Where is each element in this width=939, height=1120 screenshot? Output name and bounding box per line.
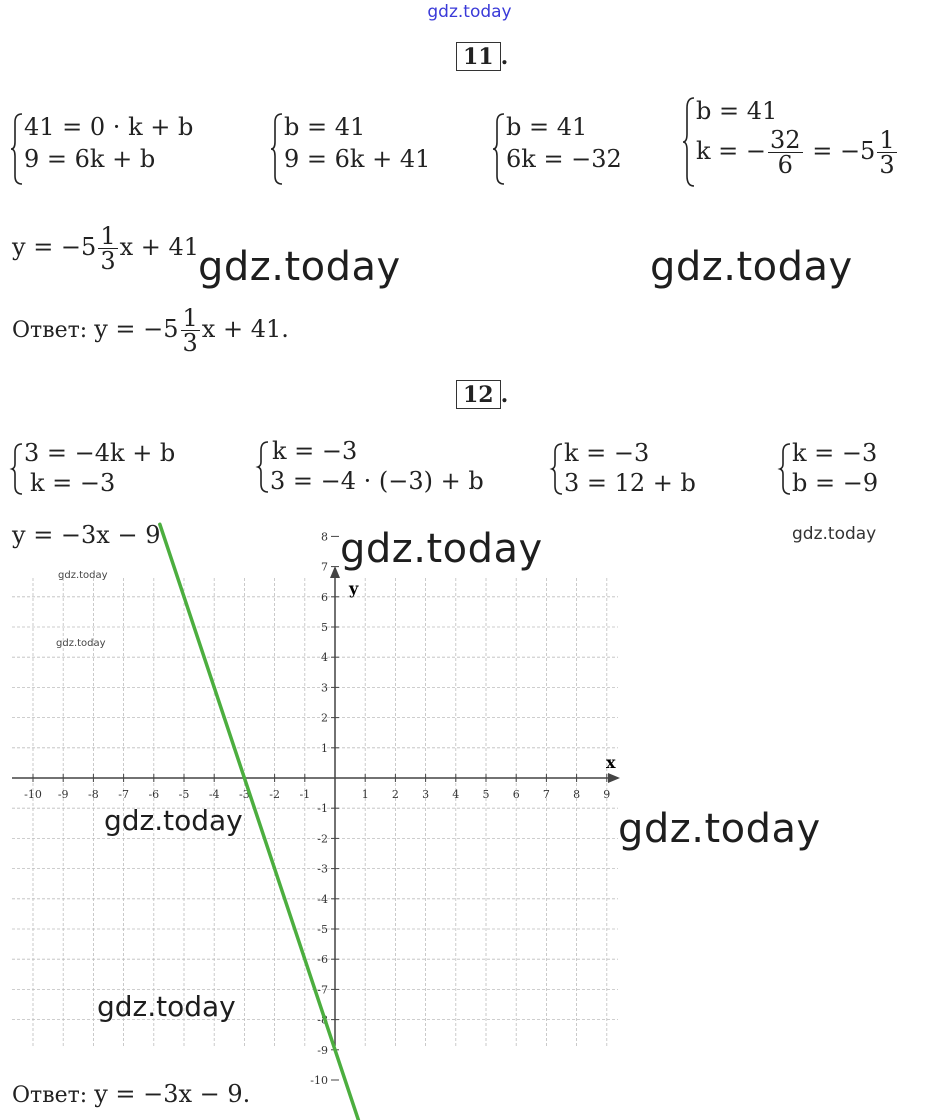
system-line: 41 = 0 · k + b xyxy=(24,113,194,141)
x-tick-label: 9 xyxy=(603,788,611,801)
x-tick-label: 8 xyxy=(573,788,581,801)
watermark: gdz.today xyxy=(618,806,821,852)
watermark: gdz.today xyxy=(792,524,877,544)
task-11-system-2 xyxy=(270,112,470,182)
y-tick-label: -9 xyxy=(317,1043,328,1057)
task-12-system-2 xyxy=(256,436,496,500)
system-line: b = 41 xyxy=(696,97,778,125)
x-tick-label: -8 xyxy=(88,788,99,801)
x-tick-label: -1 xyxy=(299,788,311,801)
system-line: 9 = 6k + 41 xyxy=(284,145,431,173)
task-12-heading: 12 . xyxy=(456,382,508,408)
watermark: gdz.today xyxy=(104,804,243,837)
brace-icon xyxy=(492,112,506,186)
x-tick-label: -9 xyxy=(57,788,69,801)
system-line: k = −3 xyxy=(564,439,650,467)
x-tick-label: -10 xyxy=(24,788,42,801)
system-line: b = 41 xyxy=(506,113,588,141)
y-tick-label: 5 xyxy=(321,621,328,634)
y-tick-label: 1 xyxy=(321,741,328,755)
y-tick-label: -2 xyxy=(317,832,328,846)
x-tick-label: -3 xyxy=(239,788,250,801)
x-tick-label: -7 xyxy=(118,788,129,801)
fraction: $\frac{1}{3}$ xyxy=(182,304,198,357)
task-12-system-1 xyxy=(10,438,210,502)
task-12-system-3 xyxy=(550,438,730,502)
y-tick-label: 8 xyxy=(321,530,328,544)
brace-icon xyxy=(550,438,564,498)
task-11-equation: y = −5 $\frac{1}{3}$ x + 41 xyxy=(12,222,200,275)
watermark: gdz.today xyxy=(650,244,853,290)
task-11-system-1 xyxy=(10,112,210,182)
y-tick-label: -5 xyxy=(317,923,328,936)
y-axis-label: y xyxy=(349,579,359,598)
y-tick-label: -7 xyxy=(317,983,328,997)
watermark: gdz.today xyxy=(340,526,543,572)
system-line: 3 = −4 · (−3) + b xyxy=(270,467,484,495)
system-line: k = − $\frac{32}{6}$ = −5 $\frac{1}{3}$ xyxy=(696,126,895,179)
x-tick-label: 6 xyxy=(512,788,520,801)
y-tick-label: -4 xyxy=(317,892,328,906)
x-tick-label: -5 xyxy=(178,788,190,801)
system-line: k = −3 xyxy=(272,437,358,465)
y-tick-label: -8 xyxy=(317,1013,328,1027)
watermark: gdz.today xyxy=(198,244,401,290)
x-tick-label: 7 xyxy=(542,788,550,801)
brace-icon xyxy=(10,112,24,186)
task-11-number: 11 xyxy=(456,42,501,71)
y-axis-arrow-icon xyxy=(330,566,340,578)
x-tick-label: 4 xyxy=(452,788,460,801)
y-tick-label: 7 xyxy=(321,560,328,574)
y-tick-label: -10 xyxy=(310,1074,328,1087)
brace-icon xyxy=(10,438,24,498)
system-line: 6k = −32 xyxy=(506,145,622,173)
task-12-answer: Ответ: y = −3x − 9. xyxy=(12,1080,251,1108)
y-tick-label: 3 xyxy=(321,681,328,695)
x-tick-label: -6 xyxy=(148,788,160,801)
y-tick-label: 4 xyxy=(321,651,328,665)
system-line: 3 = −4k + b xyxy=(24,439,176,467)
y-tick-label: 6 xyxy=(321,590,328,604)
x-tick-label: 1 xyxy=(361,788,369,801)
brace-icon xyxy=(682,96,696,188)
brace-icon xyxy=(270,112,284,186)
task-12-number: 12 xyxy=(456,380,501,409)
task-11-heading: 11 . xyxy=(456,44,508,70)
system-line: 3 = 12 + b xyxy=(564,469,696,497)
y-tick-label: -6 xyxy=(317,953,328,967)
watermark: gdz.today xyxy=(58,570,108,581)
x-tick-label: -4 xyxy=(208,788,220,801)
system-line: 9 = 6k + b xyxy=(24,145,156,173)
x-tick-label: 3 xyxy=(422,788,430,801)
x-tick-label: 2 xyxy=(391,788,399,801)
brace-icon xyxy=(256,436,270,496)
x-tick-label: -2 xyxy=(269,788,280,801)
brace-icon xyxy=(778,438,792,498)
y-tick-label: -1 xyxy=(317,802,328,816)
watermark: gdz.today xyxy=(56,638,106,649)
task-12-system-4 xyxy=(778,438,918,502)
y-tick-label: -3 xyxy=(317,862,328,876)
top-watermark: gdz.today xyxy=(427,2,512,22)
fraction: $\frac{32}{6}$ xyxy=(770,126,801,179)
task-11-answer: Ответ: y = −5 $\frac{1}{3}$ x + 41. xyxy=(12,304,289,357)
system-line: b = −9 xyxy=(792,469,879,497)
x-tick-label: 5 xyxy=(482,788,490,801)
system-line: k = −3 xyxy=(30,469,116,497)
system-line: b = 41 xyxy=(284,113,366,141)
x-axis-label: x xyxy=(606,753,616,772)
task-11-system-4 xyxy=(682,96,922,192)
task-11-system-3 xyxy=(492,112,672,182)
task-12-equation: y = −3x − 9 xyxy=(12,521,161,549)
x-axis-arrow-icon xyxy=(608,773,620,783)
y-tick-label: 2 xyxy=(321,711,328,725)
system-line: k = −3 xyxy=(792,439,878,467)
watermark: gdz.today xyxy=(97,990,236,1023)
fraction: $\frac{1}{3}$ xyxy=(879,126,895,179)
fraction: $\frac{1}{3}$ xyxy=(100,222,116,275)
